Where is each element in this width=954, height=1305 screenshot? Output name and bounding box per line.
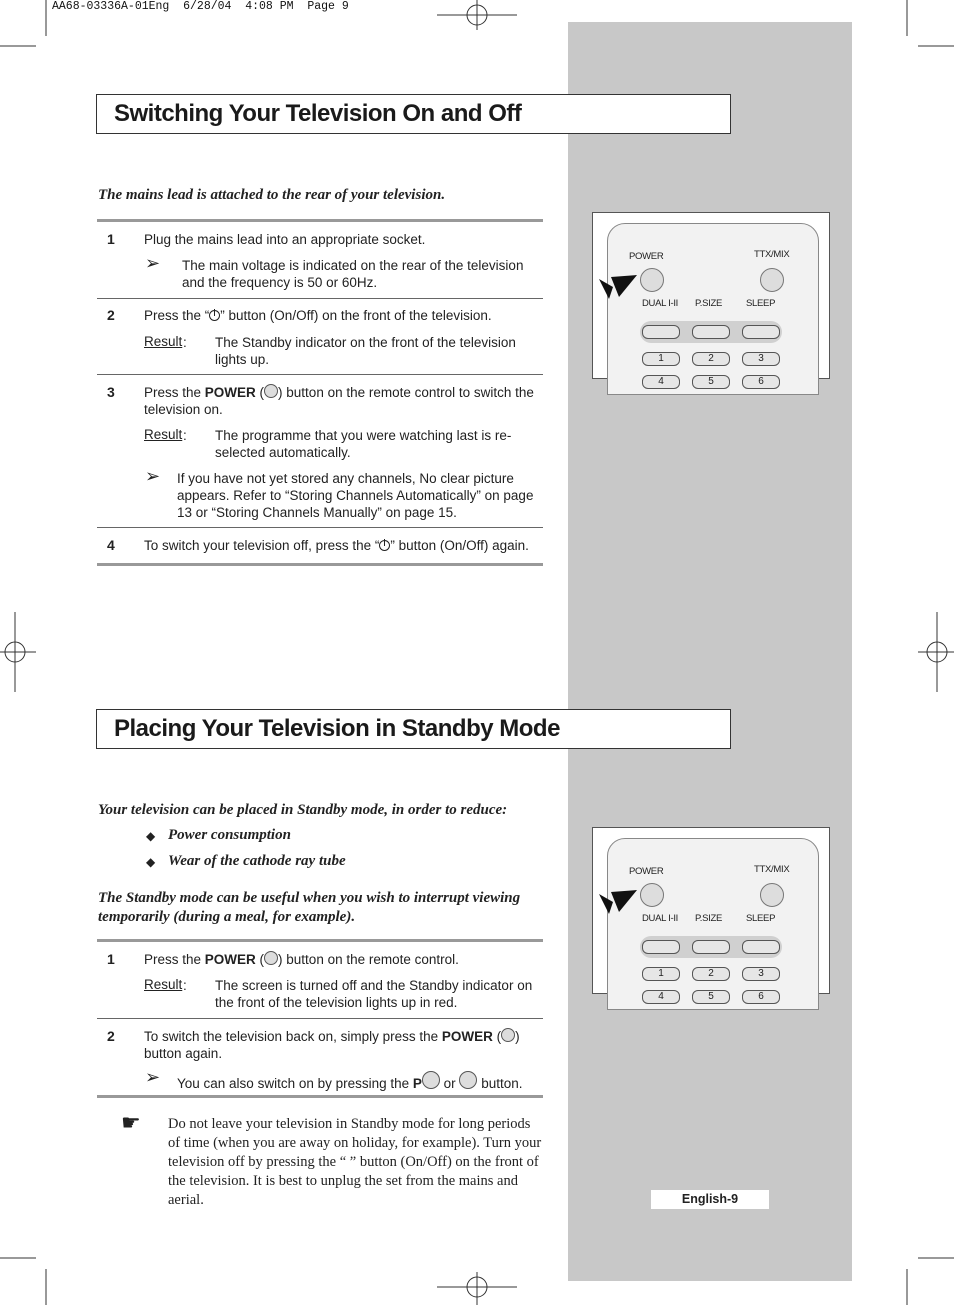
diamond-bullet-icon: ◆ [146,829,156,843]
page-number-label: English-9 [651,1190,769,1209]
round-button-icon [264,384,278,398]
step-note: If you have not yet stored any channels, No clear picture appears. Refer to “Storing Channels Automatically” on page 13 or “Storing Channels Manually” on page 15. [177,471,534,520]
psize-button-icon [692,325,730,339]
power-label: POWER [629,866,664,877]
key-2: 2 [692,352,730,366]
step-text: Plug the mains lead into an appropriate socket. [144,232,426,247]
result-label: Result [144,427,183,442]
ttx-button-icon [760,268,784,292]
dual-button-icon [642,325,680,339]
diamond-bullet-icon: ◆ [146,855,156,869]
ttx-button-icon [760,883,784,907]
key-5: 5 [692,990,730,1004]
arrow-icon: ➢ [145,253,161,273]
step-text: To switch the television back on, simply press the POWER ( ) button again. [144,1029,520,1061]
step-note: The main voltage is indicated on the rear of the television and the frequency is 50 or 60Hz. [182,258,524,290]
arrow-icon: ➢ [145,466,161,486]
step-number: 1 [107,231,115,247]
key-5: 5 [692,375,730,389]
psize-button-icon [692,940,730,954]
print-header: AA68-03336A-01Eng 6/28/04 4:08 PM Page 9 [52,0,349,13]
key-3: 3 [742,967,780,981]
result-text: The Standby indicator on the front of the television lights up. [215,335,516,367]
rule [97,527,543,528]
key-1: 1 [642,352,680,366]
caution-note: Do not leave your television in Standby mode for long periods of time (when you are away on holiday, for example). Turn your television off by pressing the “ ” button (On/Off) on the front of the television. It is best to unplug the set from the mains and aerial. [168,1116,542,1208]
key-4: 4 [642,990,680,1004]
sleep-label: SLEEP [746,913,776,924]
rule [97,1095,543,1098]
arrow-icon: ➢ [145,1067,161,1087]
power-symbol-icon [209,310,220,321]
section2-title: Placing Your Television in Standby Mode [114,715,560,742]
step-text: Press the “ ” button (On/Off) on the front of the television. [144,308,492,323]
remote-illustration [592,827,830,1002]
round-button-icon [501,1028,515,1042]
sleep-button-icon [742,940,780,954]
sleep-label: SLEEP [746,298,776,309]
dual-label: DUAL I-II [642,913,679,924]
step-text: Press the POWER ( ) button on the remote control to switch the television on. [144,385,534,417]
step-number: 2 [107,307,115,323]
step-number: 2 [107,1028,115,1044]
section1-intro: The mains lead is attached to the rear of your television. [98,187,446,203]
result-label: Result [144,334,183,349]
rule [97,1018,543,1019]
key-6: 6 [742,375,780,389]
remote-illustration [592,212,830,387]
power-label: POWER [629,251,664,262]
channel-up-button-icon [422,1071,440,1089]
channel-down-button-icon [459,1071,477,1089]
sleep-button-icon [742,325,780,339]
round-button-icon [264,951,278,965]
section1-title-box [96,94,731,134]
step-text: To switch your television off, press the “ ” button (On/Off) again. [144,538,529,553]
step-note: You can also switch on by pressing the P or button. [177,1071,539,1092]
step-number: 4 [107,537,115,553]
step-number: 1 [107,951,115,967]
pointer-arrow-icon [597,269,647,309]
bullet-item: Power consumption [168,827,291,843]
key-2: 2 [692,967,730,981]
section2-intro: Your television can be placed in Standby mode, in order to reduce: [98,802,508,818]
section2-title-box [96,709,731,749]
pointing-hand-icon: ☛ [121,1110,141,1135]
bullet-item: Wear of the cathode ray tube [168,853,346,869]
result-text: The programme that you were watching last is re-selected automatically. [215,428,512,460]
rule [97,219,543,222]
pointer-arrow-icon [597,884,647,924]
rule [97,374,543,375]
dual-label: DUAL I-II [642,298,679,309]
step-number: 3 [107,384,115,400]
result-text: The screen is turned off and the Standby indicator on the front of the television lights up in red. [215,978,533,1010]
section2-intro2: The Standby mode can be useful when you wish to interrupt viewing temporarily (during a meal, for example). [98,890,521,925]
key-3: 3 [742,352,780,366]
ttx-label: TTX/MIX [754,249,790,260]
section1-title: Switching Your Television On and Off [114,100,522,127]
psize-label: P.SIZE [695,298,723,309]
rule [97,298,543,299]
side-gray-band [568,22,852,1281]
key-1: 1 [642,967,680,981]
psize-label: P.SIZE [695,913,723,924]
step-text: Press the POWER ( ) button on the remote control. [144,952,459,967]
rule [97,563,543,566]
rule [97,939,543,942]
dual-button-icon [642,940,680,954]
key-6: 6 [742,990,780,1004]
key-4: 4 [642,375,680,389]
power-symbol-icon [379,540,390,551]
result-label: Result [144,977,183,992]
ttx-label: TTX/MIX [754,864,790,875]
